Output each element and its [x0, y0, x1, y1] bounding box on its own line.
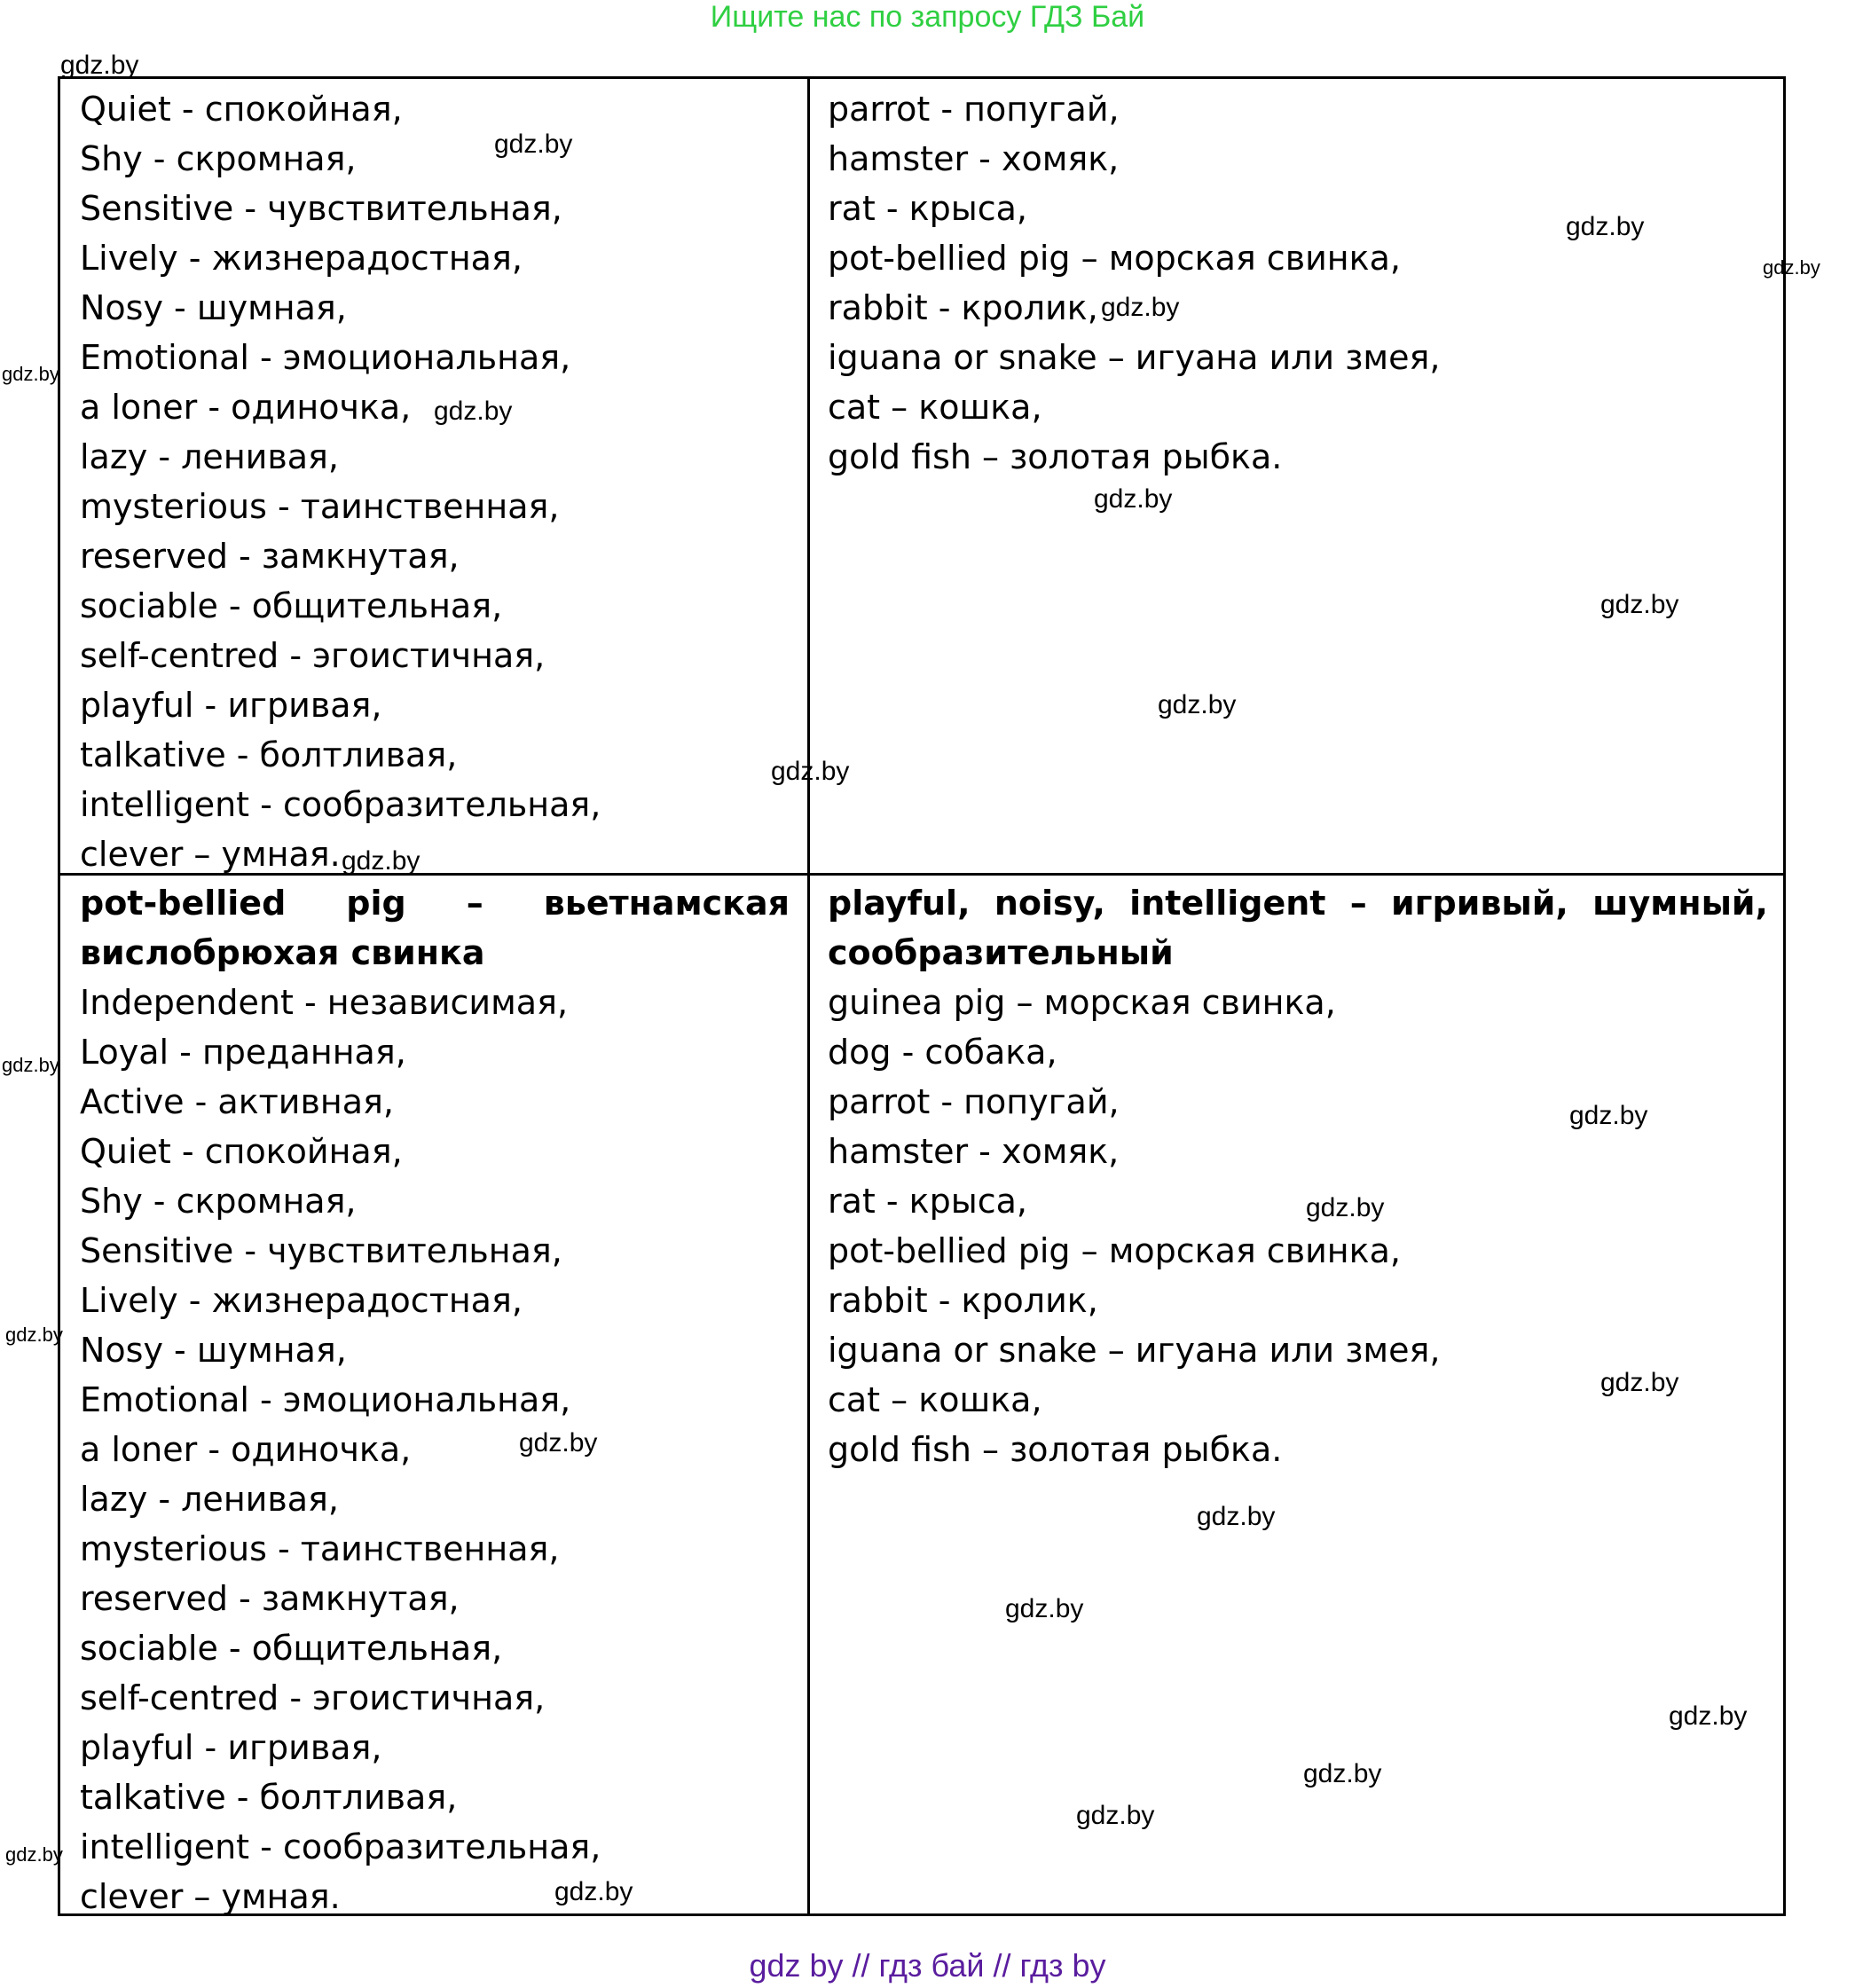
vocab-line: reserved - замкнутая,: [80, 537, 460, 576]
footer-site-names: gdz by // гдз бай // гдз by: [749, 1947, 1106, 1984]
vocab-line: dog - собака,: [828, 1033, 1057, 1072]
watermark: gdz.by: [1303, 1759, 1382, 1788]
vocab-line: mysterious - таинственная,: [80, 1529, 560, 1568]
vocab-line: mysterious - таинственная,: [80, 487, 560, 526]
vocab-line: intelligent - сообразительная,: [80, 1827, 601, 1866]
vocab-line: iguana or snake – игуана или змея,: [828, 1331, 1441, 1370]
vocab-line: hamster - хомяк,: [828, 139, 1120, 178]
vocab-line: Emotional - эмоциональная,: [80, 1380, 571, 1419]
vocab-line: Active - активная,: [80, 1082, 394, 1121]
vocab-line: Loyal - преданная,: [80, 1033, 406, 1072]
vocab-line: sociable - общительная,: [80, 586, 503, 625]
table-divider-vertical: [807, 79, 810, 1913]
watermark: gdz.by: [1094, 484, 1173, 514]
watermark: gdz.by: [1669, 1701, 1748, 1731]
vocab-line: Shy - скромная,: [80, 1182, 357, 1221]
vocab-line: intelligent - сообразительная,: [80, 785, 601, 824]
watermark: gdz.by: [519, 1428, 598, 1458]
watermark: gdz.by: [494, 130, 573, 159]
vocab-line: self-centred - эгоистичная,: [80, 636, 546, 675]
watermark: gdz.by: [1600, 1368, 1679, 1397]
watermark: gdz.by: [1197, 1502, 1276, 1531]
vocab-line: hamster - хомяк,: [828, 1132, 1120, 1171]
vocab-line: Emotional - эмоциональная,: [80, 338, 571, 377]
vocab-line: reserved - замкнутая,: [80, 1579, 460, 1618]
vocab-line: sociable - общительная,: [80, 1629, 503, 1668]
vocab-line: Independent - независимая,: [80, 983, 569, 1022]
vocab-line: Nosy - шумная,: [80, 288, 347, 327]
vocab-line: pot-bellied pig – морская свинка,: [828, 1231, 1401, 1270]
vocab-line: Quiet - спокойная,: [80, 90, 403, 129]
watermark: gdz.by: [771, 757, 850, 786]
vocab-line: Sensitive - чувствительная,: [80, 189, 562, 228]
vocab-line: playful - игривая,: [80, 1728, 382, 1767]
cell-heading: playful, noisy, intelligent – игривый, шумный, сообразительный: [828, 884, 1768, 972]
cell-bottom-left: [80, 878, 790, 1921]
watermark: gdz.by: [1566, 212, 1645, 241]
vocab-line: Nosy - шумная,: [80, 1331, 347, 1370]
vocab-line: Quiet - спокойная,: [80, 1132, 403, 1171]
vocab-line: playful - игривая,: [80, 686, 382, 725]
vocab-line: talkative - болтливая,: [80, 735, 458, 774]
vocab-line: clever – умная.: [80, 835, 341, 874]
watermark: gdz.by: [342, 846, 421, 876]
cell-top-left: [80, 84, 803, 879]
watermark: gdz.by: [1158, 690, 1237, 719]
vocab-line: gold fish – золотая рыбка.: [828, 1430, 1283, 1469]
vocab-line: Shy - скромная,: [80, 139, 357, 178]
watermark: gdz.by: [2, 363, 59, 385]
watermark: gdz.by: [554, 1877, 633, 1906]
watermark: gdz.by: [5, 1324, 63, 1346]
vocab-line: talkative - болтливая,: [80, 1778, 458, 1817]
vocab-line: lazy - ленивая,: [80, 437, 339, 476]
watermark: gdz.by: [1306, 1193, 1385, 1222]
search-banner: Ищите нас по запросу ГДЗ Бай: [710, 0, 1145, 34]
vocab-line: parrot - попугай,: [828, 1082, 1120, 1121]
vocab-line: Lively - жизнерадостная,: [80, 239, 523, 278]
watermark: gdz.by: [1101, 293, 1180, 322]
vocab-line: pot-bellied pig – морская свинка,: [828, 239, 1401, 278]
watermark: gdz.by: [5, 1843, 63, 1866]
vocab-line: cat – кошка,: [828, 1380, 1042, 1419]
vocab-line: rat - крыса,: [828, 1182, 1028, 1221]
watermark: gdz.by: [1076, 1801, 1155, 1830]
vocab-line: a loner - одиночка,: [80, 1430, 412, 1469]
vocab-line: Sensitive - чувствительная,: [80, 1231, 562, 1270]
watermark: gdz.by: [1763, 256, 1820, 279]
vocab-line: Lively - жизнерадостная,: [80, 1281, 523, 1320]
vocab-line: guinea pig – морская свинка,: [828, 983, 1336, 1022]
watermark: gdz.by: [60, 51, 139, 80]
vocab-line: rabbit - кролик,: [828, 1281, 1098, 1320]
vocab-line: cat – кошка,: [828, 388, 1042, 427]
vocab-line: lazy - ленивая,: [80, 1480, 339, 1519]
vocab-line: rat - крыса,: [828, 189, 1028, 228]
watermark: gdz.by: [434, 397, 513, 426]
vocab-line: gold fish – золотая рыбка.: [828, 437, 1283, 476]
vocab-line: a loner - одиночка,: [80, 388, 412, 427]
vocab-line: parrot - попугай,: [828, 90, 1120, 129]
watermark: gdz.by: [1600, 590, 1679, 619]
vocabulary-table: [58, 76, 1786, 1916]
cell-top-right: [828, 84, 1777, 482]
vocab-line: iguana or snake – игуана или змея,: [828, 338, 1441, 377]
watermark: gdz.by: [1005, 1594, 1084, 1623]
watermark: gdz.by: [1569, 1101, 1648, 1130]
vocab-line: self-centred - эгоистичная,: [80, 1678, 546, 1717]
cell-heading: pot-bellied pig – вьетнамская вислобрюхая свинка: [80, 884, 790, 972]
vocab-line: clever – умная.: [80, 1877, 341, 1916]
watermark: gdz.by: [2, 1054, 59, 1076]
vocab-line: rabbit - кролик,: [828, 288, 1098, 327]
